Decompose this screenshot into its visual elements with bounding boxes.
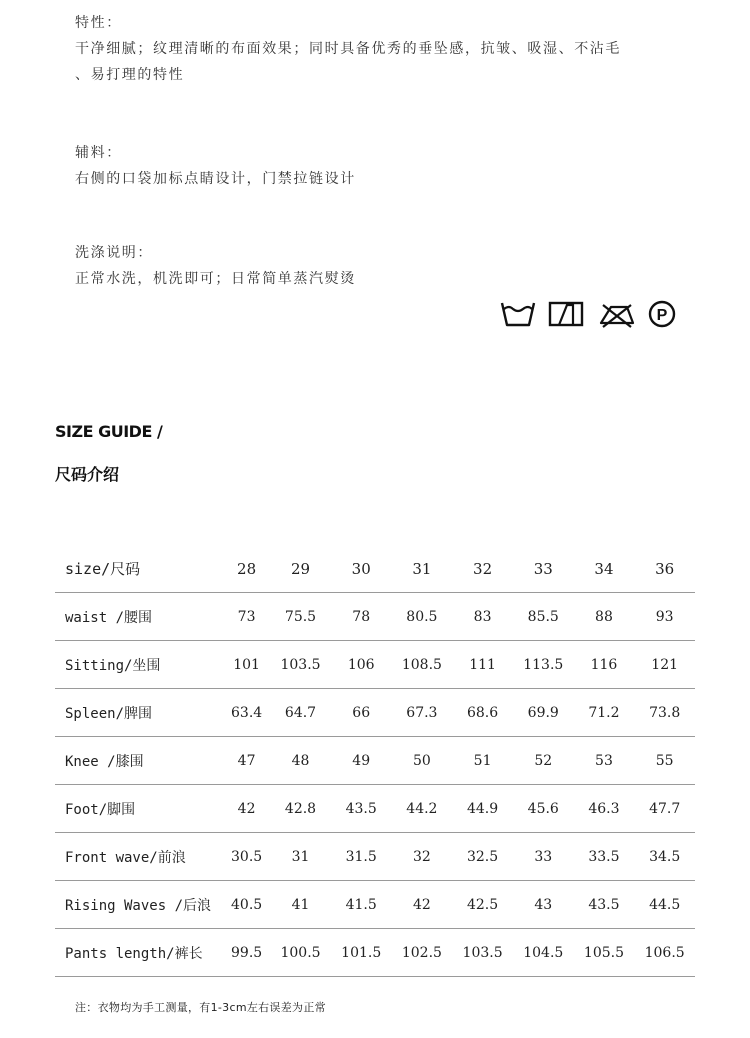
table-cell: 102.5 xyxy=(392,929,453,977)
table-cell: 85.5 xyxy=(513,593,574,641)
table-cell: 64.7 xyxy=(270,689,331,737)
table-row xyxy=(55,737,695,785)
table-cell: 43 xyxy=(513,881,574,929)
table-cell: 44.9 xyxy=(452,785,513,833)
table-cell: 73 xyxy=(223,593,270,641)
table-cell: 31.5 xyxy=(331,833,392,881)
size-header-label: size/尺码 xyxy=(55,545,223,593)
table-cell: 67.3 xyxy=(392,689,453,737)
p-letter: P xyxy=(656,307,668,324)
table-cell: 71.2 xyxy=(574,689,635,737)
accessories-heading: 辅料： xyxy=(75,145,122,161)
size-header-cell: 36 xyxy=(634,545,695,593)
size-header-cell: 31 xyxy=(392,545,453,593)
table-row xyxy=(55,929,695,977)
table-cell: 52 xyxy=(513,737,574,785)
table-cell: 31 xyxy=(270,833,331,881)
table-cell: 44.5 xyxy=(634,881,695,929)
features-section xyxy=(75,10,695,88)
table-cell: 113.5 xyxy=(513,641,574,689)
row-label: Foot/脚围 xyxy=(55,785,223,833)
table-cell: 111 xyxy=(452,641,513,689)
table-row xyxy=(55,641,695,689)
table-cell: 99.5 xyxy=(223,929,270,977)
table-cell: 100.5 xyxy=(270,929,331,977)
table-cell: 73.8 xyxy=(634,689,695,737)
size-header-cell: 28 xyxy=(223,545,270,593)
features-heading: 特性： xyxy=(75,15,122,31)
no-iron-icon xyxy=(597,299,637,329)
table-cell: 75.5 xyxy=(270,593,331,641)
table-cell: 41.5 xyxy=(331,881,392,929)
accessories-text: 右侧的口袋加标点睛设计，门禁拉链设计 xyxy=(75,171,356,187)
table-cell: 106 xyxy=(331,641,392,689)
table-cell: 78 xyxy=(331,593,392,641)
features-text-line-2: 、易打理的特性 xyxy=(75,67,185,83)
table-cell: 47.7 xyxy=(634,785,695,833)
table-cell: 68.6 xyxy=(452,689,513,737)
table-cell: 30.5 xyxy=(223,833,270,881)
table-cell: 104.5 xyxy=(513,929,574,977)
size-header-cell: 32 xyxy=(452,545,513,593)
table-cell: 53 xyxy=(574,737,635,785)
table-cell: 83 xyxy=(452,593,513,641)
table-cell: 66 xyxy=(331,689,392,737)
table-cell: 51 xyxy=(452,737,513,785)
care-icons xyxy=(497,299,677,333)
table-cell: 121 xyxy=(634,641,695,689)
table-cell: 42 xyxy=(392,881,453,929)
accessories-section xyxy=(75,140,695,192)
row-label: Knee /膝围 xyxy=(55,737,223,785)
table-cell: 49 xyxy=(331,737,392,785)
table-cell: 41 xyxy=(270,881,331,929)
row-label: waist /腰围 xyxy=(55,593,223,641)
table-cell: 103.5 xyxy=(270,641,331,689)
table-cell: 101 xyxy=(223,641,270,689)
table-cell: 42.8 xyxy=(270,785,331,833)
table-cell: 44.2 xyxy=(392,785,453,833)
table-cell: 47 xyxy=(223,737,270,785)
table-cell: 63.4 xyxy=(223,689,270,737)
table-cell: 69.9 xyxy=(513,689,574,737)
table-row xyxy=(55,689,695,737)
table-cell: 93 xyxy=(634,593,695,641)
row-label: Sitting/坐围 xyxy=(55,641,223,689)
table-cell: 34.5 xyxy=(634,833,695,881)
table-cell: 43.5 xyxy=(574,881,635,929)
size-table xyxy=(55,545,695,977)
table-cell: 45.6 xyxy=(513,785,574,833)
table-cell: 40.5 xyxy=(223,881,270,929)
table-cell: 42.5 xyxy=(452,881,513,929)
table-cell: 80.5 xyxy=(392,593,453,641)
size-table-header-row xyxy=(55,545,695,593)
table-cell: 105.5 xyxy=(574,929,635,977)
professional-dry-clean-p-icon xyxy=(647,299,677,329)
wash-tub-icon xyxy=(499,299,537,329)
tumble-dry-icon xyxy=(547,299,585,329)
washing-text: 正常水洗，机洗即可；日常简单蒸汽熨烫 xyxy=(75,271,356,287)
table-cell: 116 xyxy=(574,641,635,689)
table-cell: 48 xyxy=(270,737,331,785)
features-text-line-1: 干净细腻；纹理清晰的布面效果；同时具备优秀的垂坠感，抗皱、吸湿、不沾毛 xyxy=(75,41,621,57)
table-cell: 32.5 xyxy=(452,833,513,881)
table-row xyxy=(55,785,695,833)
washing-heading: 洗涤说明： xyxy=(75,245,153,261)
size-guide-subtitle: 尺码介绍 xyxy=(55,465,120,484)
table-cell: 50 xyxy=(392,737,453,785)
size-header-cell: 33 xyxy=(513,545,574,593)
size-header-cell: 30 xyxy=(331,545,392,593)
table-cell: 43.5 xyxy=(331,785,392,833)
row-label: Spleen/脾围 xyxy=(55,689,223,737)
size-guide-title: SIZE GUIDE / xyxy=(55,422,163,441)
table-cell: 32 xyxy=(392,833,453,881)
size-table-body xyxy=(55,593,695,977)
table-cell: 46.3 xyxy=(574,785,635,833)
measurement-footnote: 注：衣物均为手工测量，有1-3cm左右误差为正常 xyxy=(75,1001,326,1014)
table-cell: 33 xyxy=(513,833,574,881)
row-label: Rising Waves /后浪 xyxy=(55,881,223,929)
table-row xyxy=(55,881,695,929)
row-label: Front wave/前浪 xyxy=(55,833,223,881)
table-row xyxy=(55,833,695,881)
table-cell: 101.5 xyxy=(331,929,392,977)
table-cell: 33.5 xyxy=(574,833,635,881)
size-header-cell: 29 xyxy=(270,545,331,593)
row-label: Pants length/裤长 xyxy=(55,929,223,977)
table-row xyxy=(55,593,695,641)
table-cell: 108.5 xyxy=(392,641,453,689)
table-cell: 103.5 xyxy=(452,929,513,977)
table-cell: 88 xyxy=(574,593,635,641)
table-cell: 42 xyxy=(223,785,270,833)
size-header-cell: 34 xyxy=(574,545,635,593)
washing-section xyxy=(75,240,695,292)
table-cell: 106.5 xyxy=(634,929,695,977)
table-cell: 55 xyxy=(634,737,695,785)
